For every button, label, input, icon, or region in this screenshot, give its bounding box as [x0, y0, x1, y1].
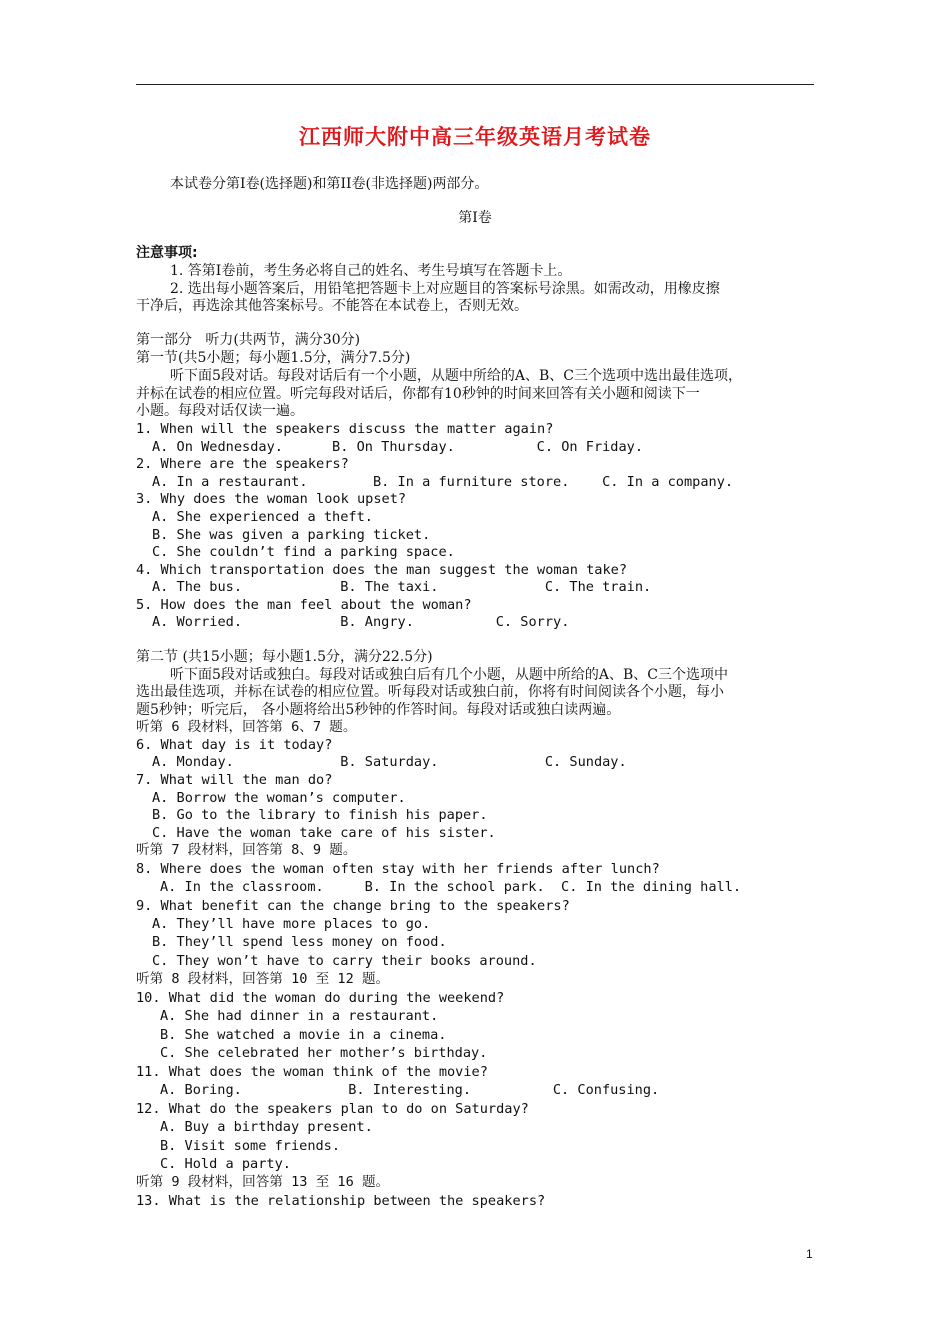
question-7-option-c: C. Have the woman take care of his sister.: [152, 825, 496, 841]
question-10-option-b: B. She watched a movie in a cinema.: [160, 1027, 447, 1043]
question-5: 5. How does the man feel about the woman?: [136, 597, 472, 613]
notice-item-2-line-1: 2. 选出每小题答案后，用铅笔把答题卡上对应题目的答案标号涂黑。如需改动，用橡皮擦: [170, 281, 720, 297]
question-6: 6. What day is it today?: [136, 737, 333, 753]
question-7-option-a: A. Borrow the woman’s computer.: [152, 790, 406, 806]
question-10-option-c: C. She celebrated her mother’s birthday.: [160, 1045, 488, 1061]
volume-heading: 第I卷: [458, 210, 492, 226]
question-12-option-b: B. Visit some friends.: [160, 1138, 341, 1154]
question-1-options: A. On Wednesday. B. On Thursday. C. On Friday.: [152, 439, 644, 455]
question-10-option-a: A. She had dinner in a restaurant.: [160, 1008, 439, 1024]
question-10: 10. What did the woman do during the weekend?: [136, 990, 505, 1006]
question-4-options: A. The bus. B. The taxi. C. The train.: [152, 579, 652, 595]
section-2-heading: 第二节 (共15小题；每小题1.5分，满分22.5分): [136, 649, 433, 665]
exam-title: 江西师大附中高三年级英语月考试卷: [299, 125, 651, 149]
question-12: 12. What do the speakers plan to do on Saturday?: [136, 1101, 529, 1117]
section-2-instruction: 选出最佳选项，并标在试卷的相应位置。听每段对话或独白前，你将有时间阅读各个小题，每小: [136, 684, 724, 700]
question-3-option-b: B. She was given a parking ticket.: [152, 527, 431, 543]
material-9-heading: 听第 9 段材料，回答第 13 至 16 题。: [136, 1174, 390, 1190]
question-5-options: A. Worried. B. Angry. C. Sorry.: [152, 614, 570, 630]
header-rule: [136, 84, 814, 85]
section-1-heading: 第一节(共5小题；每小题1.5分，满分7.5分): [136, 350, 411, 366]
question-12-option-a: A. Buy a birthday present.: [160, 1119, 373, 1135]
question-7: 7. What will the man do?: [136, 772, 333, 788]
material-6-heading: 听第 6 段材料，回答第 6、7 题。: [136, 719, 357, 735]
notice-item-1: 1. 答第I卷前，考生务必将自己的姓名、考生号填写在答题卡上。: [170, 263, 572, 279]
notice-heading: 注意事项:: [136, 245, 198, 261]
section-2-instruction: 听下面5段对话或独白。每段对话或独白后有几个小题，从题中所给的A、B、C三个选项中: [170, 667, 729, 683]
question-12-option-c: C. Hold a party.: [160, 1156, 291, 1172]
question-8-options: A. In the classroom. B. In the school park. C. In the dining hall.: [160, 879, 742, 895]
section-1-instruction: 小题。每段对话仅读一遍。: [136, 403, 304, 419]
notice-item-2-line-2: 干净后，再选涂其他答案标号。不能答在本试卷上，否则无效。: [136, 298, 528, 314]
question-3: 3. Why does the woman look upset?: [136, 491, 407, 507]
material-7-heading: 听第 7 段材料，回答第 8、9 题。: [136, 842, 357, 858]
question-3-option-a: A. She experienced a theft.: [152, 509, 373, 525]
question-11: 11. What does the woman think of the movie?: [136, 1064, 488, 1080]
material-8-heading: 听第 8 段材料，回答第 10 至 12 题。: [136, 971, 390, 987]
question-4: 4. Which transportation does the man suggest the woman take?: [136, 562, 628, 578]
section-1-instruction: 听下面5段对话。每段对话后有一个小题，从题中所给的A、B、C三个选项中选出最佳选项，: [170, 368, 743, 384]
section-2-instruction: 题5秒钟；听完后， 各小题将给出5秒钟的作答时间。每段对话或独白读两遍。: [136, 702, 621, 718]
question-9-option-b: B. They’ll spend less money on food.: [152, 934, 447, 950]
question-1: 1. When will the speakers discuss the matter again?: [136, 421, 554, 437]
question-7-option-b: B. Go to the library to finish his paper.: [152, 807, 488, 823]
question-2-options: A. In a restaurant. B. In a furniture store. C. In a company.: [152, 474, 734, 490]
page-number: 1: [806, 1247, 813, 1261]
intro-text: 本试卷分第I卷(选择题)和第II卷(非选择题)两部分。: [170, 176, 489, 192]
question-2: 2. Where are the speakers?: [136, 456, 349, 472]
question-3-option-c: C. She couldn’t find a parking space.: [152, 544, 455, 560]
question-6-options: A. Monday. B. Saturday. C. Sunday.: [152, 754, 627, 770]
question-8: 8. Where does the woman often stay with her friends after lunch?: [136, 861, 660, 877]
question-9: 9. What benefit can the change bring to the speakers?: [136, 898, 570, 914]
question-13: 13. What is the relationship between the speakers?: [136, 1193, 546, 1209]
section-1-instruction: 并标在试卷的相应位置。听完每段对话后，你都有10秒钟的时间来回答有关小题和阅读下一: [136, 386, 700, 402]
part-1-heading: 第一部分 听力(共两节，满分30分): [136, 332, 361, 348]
question-9-option-a: A. They’ll have more places to go.: [152, 916, 431, 932]
question-11-options: A. Boring. B. Interesting. C. Confusing.: [160, 1082, 660, 1098]
question-9-option-c: C. They won’t have to carry their books around.: [152, 953, 537, 969]
